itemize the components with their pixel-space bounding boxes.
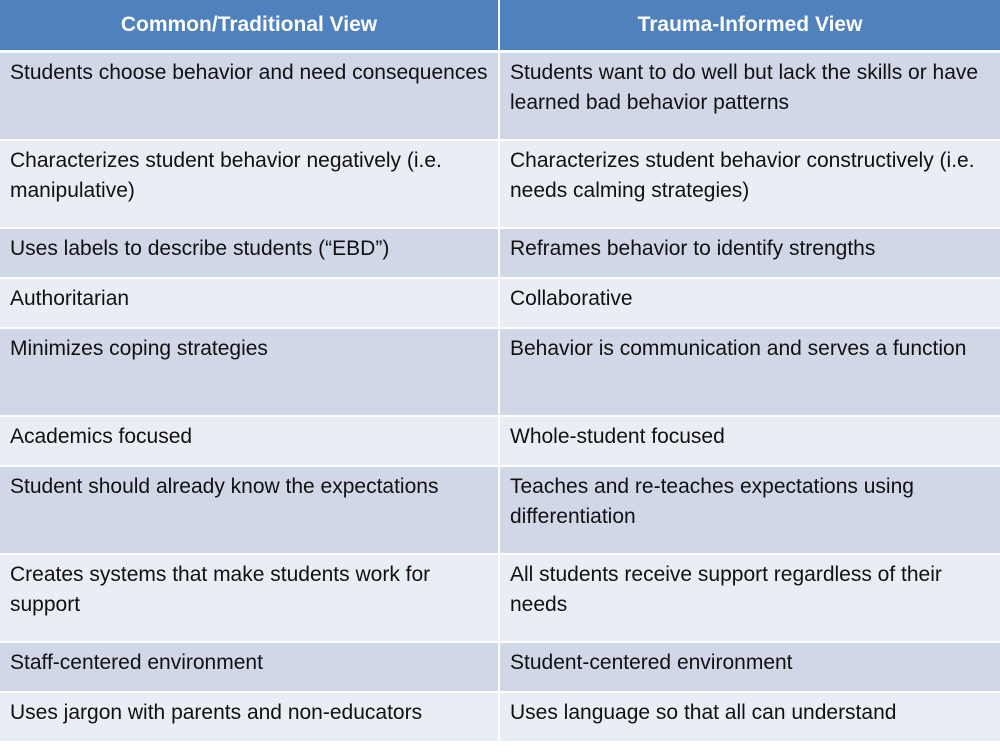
table-row xyxy=(0,417,1000,467)
table-row xyxy=(0,643,1000,693)
header-row xyxy=(0,0,1000,53)
trauma-informed-cell: All students receive support regardless of their needs xyxy=(500,555,1000,643)
trauma-informed-cell: Reframes behavior to identify strengths xyxy=(500,229,1000,279)
table-row xyxy=(0,555,1000,643)
traditional-cell: Characterizes student behavior negatively (i.e. manipulative) xyxy=(0,141,500,229)
header-trauma-informed-view: Trauma-Informed View xyxy=(500,0,1000,53)
trauma-informed-cell: Collaborative xyxy=(500,279,1000,329)
traditional-cell: Creates systems that make students work for support xyxy=(0,555,500,643)
trauma-informed-cell: Uses language so that all can understand xyxy=(500,693,1000,743)
trauma-informed-cell: Behavior is communication and serves a function xyxy=(500,329,1000,417)
trauma-informed-cell: Teaches and re-teaches expectations using differentiation xyxy=(500,467,1000,555)
traditional-cell: Minimizes coping strategies xyxy=(0,329,500,417)
trauma-informed-cell: Whole-student focused xyxy=(500,417,1000,467)
traditional-cell: Uses jargon with parents and non-educators xyxy=(0,693,500,743)
traditional-cell: Authoritarian xyxy=(0,279,500,329)
header-traditional-view: Common/Traditional View xyxy=(0,0,500,53)
traditional-cell: Staff-centered environment xyxy=(0,643,500,693)
trauma-informed-cell: Students want to do well but lack the skills or have learned bad behavior patterns xyxy=(500,53,1000,141)
table-row xyxy=(0,693,1000,743)
table-row xyxy=(0,141,1000,229)
table-row xyxy=(0,467,1000,555)
traditional-cell: Uses labels to describe students (“EBD”) xyxy=(0,229,500,279)
traditional-cell: Student should already know the expectations xyxy=(0,467,500,555)
trauma-informed-cell: Characterizes student behavior constructively (i.e. needs calming strategies) xyxy=(500,141,1000,229)
table-row xyxy=(0,329,1000,417)
traditional-cell: Academics focused xyxy=(0,417,500,467)
traditional-cell: Students choose behavior and need consequences xyxy=(0,53,500,141)
table-row xyxy=(0,53,1000,141)
table-row xyxy=(0,229,1000,279)
trauma-informed-cell: Student-centered environment xyxy=(500,643,1000,693)
table-row xyxy=(0,279,1000,329)
